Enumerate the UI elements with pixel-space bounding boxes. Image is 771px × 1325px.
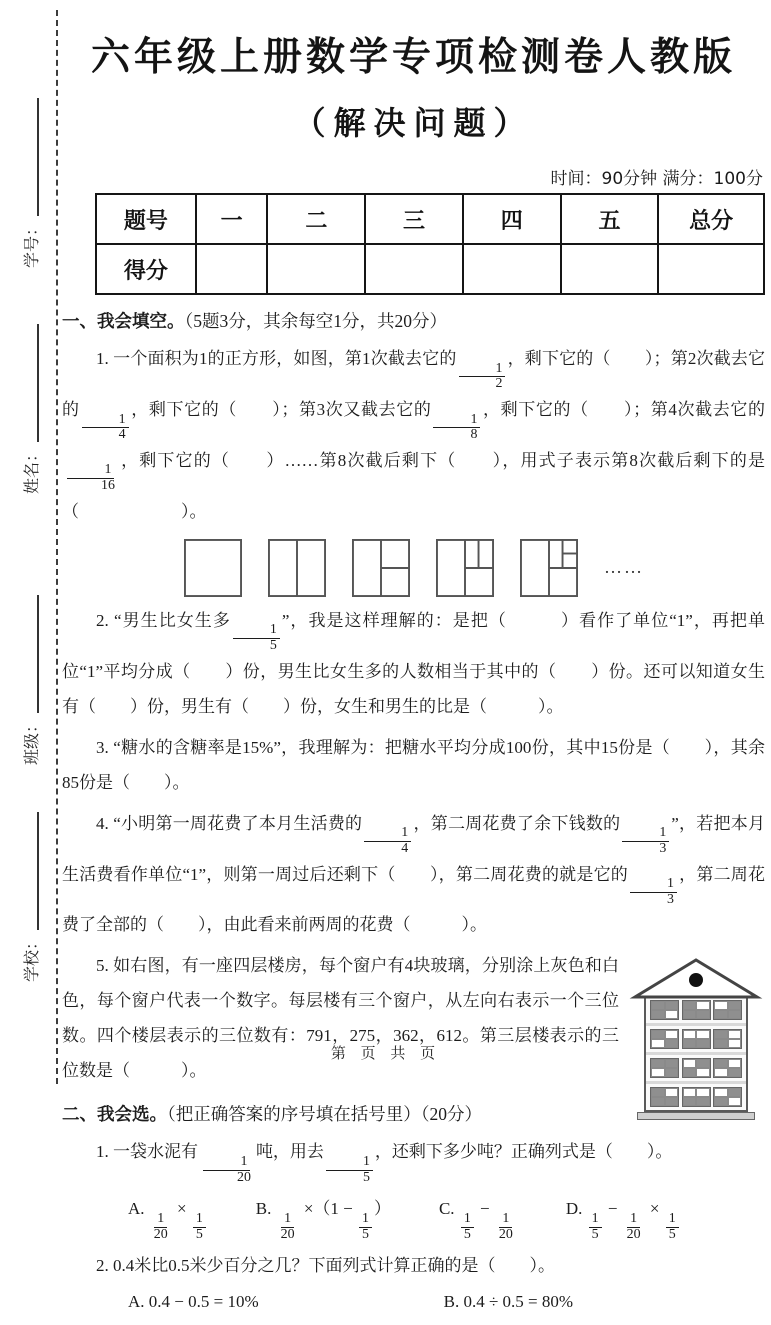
- school-field: [18, 772, 42, 982]
- option-b: B. $\frac{1}{20}$ ×（1 − $\frac{1}{5}$ ）: [255, 1199, 391, 1242]
- score-cell: [561, 244, 659, 294]
- page-title: 六年级上册数学专项检测卷人教版: [90, 35, 736, 80]
- building-floor: [646, 1084, 746, 1110]
- page-subtitle: （解决问题）: [293, 104, 534, 142]
- question-5: 5. 如右图，有一座四层楼房，每个窗户有4块玻璃，分别涂上灰色和白色，每个窗户代表一个数字。每层楼有三个窗户，从左向右表示一个三位数。四个楼层表示的三位数有：791，275，362，612。第三层楼表示的三位数是（ ）。: [62, 956, 619, 1081]
- window-pane: [714, 1068, 728, 1077]
- fraction: $\frac{1}{20}$: [498, 1211, 513, 1242]
- building-roof-icon: [629, 956, 763, 998]
- window-pane: [683, 1010, 697, 1019]
- score-col-2: 二: [267, 194, 365, 244]
- fraction-squares-figure: [184, 539, 765, 597]
- window-pane: [651, 1097, 665, 1106]
- window-pane: [728, 1010, 742, 1019]
- square-step-1-icon: [184, 539, 242, 597]
- student-id-blank-line: [21, 98, 39, 216]
- question-4: 4. “小明第一周花费了本月生活费的 $\frac{1}{4}$ ，第二周花费了余下钱数的 $\frac{1}{3}$ ”，若把本月生活费看作单位“1”，则第一周过后还剩下（ ），第二周花费的就是它的 $\frac{1}{3}$ ，第二周花费了全部的（ ），由此看来前两周的花费（ ）。: [62, 813, 765, 935]
- fraction: $\frac{1}{5}$: [589, 1212, 602, 1242]
- section1-heading-bold: 一、我会填空。: [62, 312, 185, 332]
- window-pane: [651, 1088, 665, 1097]
- fraction: $\frac{1}{5}$: [359, 1212, 372, 1242]
- figure-ellipsis: ……: [604, 557, 644, 578]
- building-base: [637, 1112, 755, 1120]
- score-table-score-row: [96, 244, 764, 294]
- square-step-3-icon: [352, 539, 410, 597]
- name-field: [18, 284, 42, 494]
- window-pane: [696, 1097, 710, 1106]
- option-d: D. $\frac{1}{5}$ − $\frac{1}{20}$ × $\frac{1}{5}$: [566, 1187, 681, 1242]
- fraction: $\frac{1}{20}$: [153, 1211, 168, 1242]
- class-blank-line: [21, 595, 39, 713]
- fraction: $\frac{1}{4}$: [82, 413, 129, 443]
- question-5-block: [62, 948, 765, 1088]
- window-pane: [728, 1097, 742, 1106]
- binding-dashed-line: [56, 10, 58, 1084]
- page-footer: 第 页 共 页: [330, 1044, 441, 1062]
- score-cell: [365, 244, 463, 294]
- window-pane: [683, 1068, 697, 1077]
- score-cell: [463, 244, 561, 294]
- option-c: C. $\frac{1}{5}$ − $\frac{1}{20}$: [439, 1187, 518, 1242]
- window-pane: [696, 1068, 710, 1077]
- window-pane: [696, 1001, 710, 1010]
- name-blank-line: [21, 324, 39, 442]
- window-pane: [714, 1030, 728, 1039]
- section2-q2-options: [128, 1285, 765, 1319]
- window-pane: [696, 1010, 710, 1019]
- score-col-3: 三: [365, 194, 463, 244]
- window-pane: [728, 1001, 742, 1010]
- window-pane: [728, 1068, 742, 1077]
- exam-content: [62, 0, 765, 1325]
- fraction: $\frac{1}{4}$: [364, 826, 411, 856]
- section1-heading-rest: （5题3分，其余每空1分，共20分）: [184, 311, 447, 331]
- fraction: $\frac{1}{5}$: [193, 1212, 206, 1242]
- fraction: $\frac{1}{16}$: [64, 463, 118, 493]
- fraction: $\frac{1}{5}$: [666, 1212, 679, 1242]
- window-pane: [714, 1001, 728, 1010]
- building-window: [650, 1087, 679, 1107]
- window-pane: [683, 1030, 697, 1039]
- window-pane: [714, 1010, 728, 1019]
- question-1: 1. 一个面积为1的正方形，如图，第1次截去它的 $\frac{1}{2}$ ，剩下它的（ ）；第2次截去它的 $\frac{1}{4}$ ，剩下它的（ ）；第3次又截去它的 $\frac{1}{8}$ ，剩下它的（ ）；第4次截去它的 $\frac{1}{16}$ ，剩下它的（ ）……第8次截后剩下（ ），用式子表示第8次截后剩下的是（ ）。: [62, 349, 766, 521]
- score-col-total: 总分: [658, 194, 764, 244]
- class-field: [18, 555, 42, 765]
- building-window: [650, 1000, 679, 1020]
- fraction: $\frac{1}{3}$: [630, 877, 677, 907]
- class-label: 班级：: [21, 716, 41, 765]
- score-col-1: 一: [196, 194, 268, 244]
- window-pane: [651, 1001, 665, 1010]
- score-col-5: 五: [561, 194, 659, 244]
- window-pane: [665, 1001, 679, 1010]
- name-label: 姓名：: [21, 445, 41, 494]
- window-pane: [714, 1097, 728, 1106]
- option-b: B. 0.4 ÷ 0.5 = 80%: [443, 1292, 574, 1312]
- score-table-corner: 题号: [96, 194, 196, 244]
- fraction: $\frac{1}{8}$: [433, 413, 480, 443]
- score-table: [95, 193, 765, 295]
- fraction: $\frac{1}{5}$: [461, 1212, 474, 1242]
- window-pane: [651, 1030, 665, 1039]
- window-pane: [651, 1068, 665, 1077]
- window-pane: [665, 1010, 679, 1019]
- window-pane: [665, 1068, 679, 1077]
- option-a: A. $\frac{1}{20}$ × $\frac{1}{5}$: [128, 1187, 208, 1242]
- window-pane: [728, 1088, 742, 1097]
- square-step-2-icon: [268, 539, 326, 597]
- window-pane: [665, 1097, 679, 1106]
- section2-question-1: 1. 一袋水泥有 $\frac{1}{20}$ 吨，用去 $\frac{1}{5}$ ，还剩下多少吨？正确列式是（ ）。: [96, 1142, 673, 1185]
- school-blank-line: [21, 812, 39, 930]
- window-pane: [714, 1088, 728, 1097]
- window-pane: [683, 1001, 697, 1010]
- square-step-5-icon: [520, 539, 578, 597]
- building-window: [682, 1087, 711, 1107]
- score-table-header-row: [96, 194, 764, 244]
- question-2: 2. “男生比女生多 $\frac{1}{5}$ ”，我是这样理解的：是把（ ）看作了单位“1”，再把单位“1”平均分成（ ）份，男生比女生多的人数相当于其中的（ ）份。还可以知道女生有（ ）份，男生有（ ）份，女生和男生的比是（ ）。: [62, 610, 766, 716]
- building-figure: [627, 956, 765, 1120]
- fraction: $\frac{1}{20}$: [280, 1211, 295, 1242]
- section2-heading-rest: （把正确答案的序号填在括号里）（20分）: [167, 1104, 482, 1125]
- question-3: 3. “糖水的含糖率是15%”，我理解为：把糖水平均分成100份，其中15份是（ ），其余85份是（ ）。: [62, 737, 765, 792]
- fraction: $\frac{1}{5}$: [326, 1155, 373, 1185]
- fraction: $\frac{1}{3}$: [622, 826, 669, 856]
- window-pane: [683, 1097, 697, 1106]
- student-id-label: 学号：: [21, 219, 41, 268]
- school-label: 学校：: [21, 933, 41, 982]
- exam-meta: 时间：90分钟 满分：100分: [550, 169, 763, 189]
- square-step-4-icon: [436, 539, 494, 597]
- score-cell: [658, 244, 764, 294]
- section2-q1-options: [128, 1187, 765, 1242]
- attic-window-icon: [689, 973, 703, 987]
- window-pane: [728, 1030, 742, 1039]
- score-cell: [196, 244, 268, 294]
- building-window: [713, 1000, 742, 1020]
- fraction: $\frac{1}{20}$: [200, 1155, 254, 1185]
- window-pane: [696, 1088, 710, 1097]
- option-a: A. 0.4 − 0.5 = 10%: [128, 1292, 259, 1312]
- score-row-label: 得分: [96, 244, 196, 294]
- section2-question-2: 2. 0.4米比0.5米少百分之几？下面列式计算正确的是（ ）。: [96, 1256, 555, 1276]
- section1-heading: [62, 308, 765, 335]
- fraction: $\frac{1}{20}$: [626, 1211, 641, 1242]
- window-pane: [683, 1088, 697, 1097]
- building-window: [713, 1087, 742, 1107]
- building-floor: [646, 997, 746, 1026]
- section2-heading-bold: 二、我会选。: [62, 1105, 167, 1126]
- student-id-field: [18, 58, 42, 268]
- building-window: [682, 1000, 711, 1020]
- window-pane: [696, 1030, 710, 1039]
- window-pane: [665, 1088, 679, 1097]
- fraction: $\frac{1}{5}$: [233, 623, 280, 653]
- window-pane: [651, 1010, 665, 1019]
- fraction: $\frac{1}{2}$: [459, 362, 506, 392]
- score-col-4: 四: [463, 194, 561, 244]
- window-pane: [665, 1030, 679, 1039]
- score-cell: [267, 244, 365, 294]
